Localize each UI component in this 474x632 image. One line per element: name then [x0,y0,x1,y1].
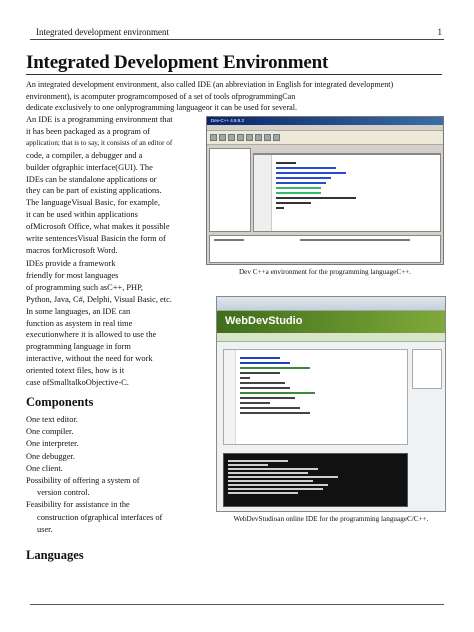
toolbar-button-icon [246,134,253,141]
webdevstudio-nav [217,333,445,342]
console-line [228,468,318,470]
code-line [240,367,310,369]
paragraph-definition [26,114,210,257]
list-item-continuation: user. [37,524,53,534]
console-line [228,460,288,462]
text-line: An IDE is a programming environment that [26,115,173,124]
console-line [228,464,268,466]
file-list-panel [412,349,442,389]
page-number: 1 [437,27,442,37]
code-line [240,412,310,414]
text-line: Python, Java, C#, Delphi, Visual Basic, etc. [26,294,172,304]
toolbar-button-icon [255,134,262,141]
components-list [26,414,196,536]
console-line [228,484,328,486]
code-line [240,392,315,394]
console-line [228,488,323,490]
title-divider [26,74,442,75]
console-line [228,476,338,478]
code-line [240,387,290,389]
code-line [276,167,336,169]
text-line: builder ofgraphic interface(GUI). The [26,162,153,172]
toolbar-button-icon [228,134,235,141]
code-line [276,177,331,179]
intro-line: An integrated development environment, also called IDE (an abbreviation in English for integrated development) [26,80,394,89]
text-line: executionwhere it is allowed to use the [26,330,157,340]
text-line: of programming such asC++, PHP, [26,282,143,292]
code-line [276,197,356,199]
footer-divider [30,604,444,605]
list-item: One text editor. [26,415,78,424]
text-line: interactive, without the need for work [26,354,153,364]
text-line: In some languages, an IDE can [26,306,131,316]
output-cell [300,239,410,241]
figure2-caption: WebDevStudioan online IDE for the programming languageC/C++. [233,515,429,523]
running-header [30,24,444,40]
text-line: code, a compiler, a debugger and a [26,150,143,160]
text-line: application; that is to say, it consists of an editor of [26,138,173,147]
console-line [228,472,308,474]
devcpp-screenshot [206,116,444,265]
text-line: macros forMicrosoft Word. [26,245,118,255]
list-item: One interpreter. [26,439,79,449]
text-line: programming language in form [26,342,131,352]
online-code-editor [223,349,408,445]
compiler-output-panel [209,235,441,263]
code-line [240,402,270,404]
list-item: Possibility of offering a system of [26,476,140,486]
code-editor [253,154,441,232]
components-heading: Components [26,395,94,409]
text-line: it has been packaged as a program of [26,126,150,136]
text-line: IDEs can be standalone applications or [26,174,157,184]
page-title: Integrated Development Environment [26,52,329,73]
console-output [223,453,408,507]
list-item: One client. [26,463,63,473]
code-line [240,372,280,374]
code-line [276,192,321,194]
intro-line: environment), is acomputer programcomposed of a set of tools ofprogrammingCan [26,91,296,101]
code-line [276,202,311,204]
text-line: friendly for most languages [26,270,119,280]
paragraph-languages [26,258,210,389]
text-line: oriented totext files, how is it [26,366,125,376]
text-line: it can be used within applications [26,210,138,220]
list-item: Feasibility for assistance in the [26,500,130,510]
code-line [276,207,284,209]
output-cell [214,239,244,241]
code-line [240,377,250,379]
text-line: ofMicrosoft Office, what makes it possible [26,222,170,232]
text-line: they can be part of existing applications. [26,186,162,196]
line-gutter [254,155,272,231]
webdevstudio-logo: WebDevStudio [225,315,303,327]
webdevstudio-screenshot [216,296,446,512]
project-tree-panel [209,148,251,232]
code-line [240,407,300,409]
languages-heading: Languages [26,548,84,562]
devcpp-title-bar [207,117,443,125]
running-title: Integrated development environment [36,27,169,37]
code-line [276,182,326,184]
code-line [240,397,295,399]
line-gutter [224,350,236,444]
code-line [276,162,296,164]
code-line [240,362,290,364]
toolbar-button-icon [273,134,280,141]
browser-chrome [217,297,445,311]
devcpp-toolbar [207,131,443,145]
code-line [276,187,321,189]
list-item-continuation: version control. [37,488,90,498]
list-item-continuation: construction ofgraphical interfaces of [37,512,163,522]
text-line: IDEs provide a framework [26,259,116,268]
devcpp-window-title: Dev-C++ 4.9.9.2 [211,118,245,123]
list-item: One debugger. [26,451,75,461]
webdevstudio-banner [217,311,445,333]
code-line [240,382,285,384]
toolbar-button-icon [237,134,244,141]
text-line: function as asystem in real time [26,318,133,328]
text-line: case ofSmalltalkoObjective-C. [26,378,129,388]
intro-line: dedicate exclusively to one onlyprogramming languageor it can be used for several. [26,103,298,113]
list-item: One compiler. [26,427,74,437]
code-line [276,172,346,174]
text-line: write sentencesVisual Basicin the form of [26,234,166,244]
figure1-caption: Dev C++a environment for the programming languageC++. [238,268,412,276]
code-line [240,357,280,359]
toolbar-button-icon [219,134,226,141]
console-line [228,492,298,494]
text-line: The languageVisual Basic, for example, [26,198,160,208]
intro-paragraph [26,79,440,114]
toolbar-button-icon [210,134,217,141]
toolbar-button-icon [264,134,271,141]
console-line [228,480,313,482]
